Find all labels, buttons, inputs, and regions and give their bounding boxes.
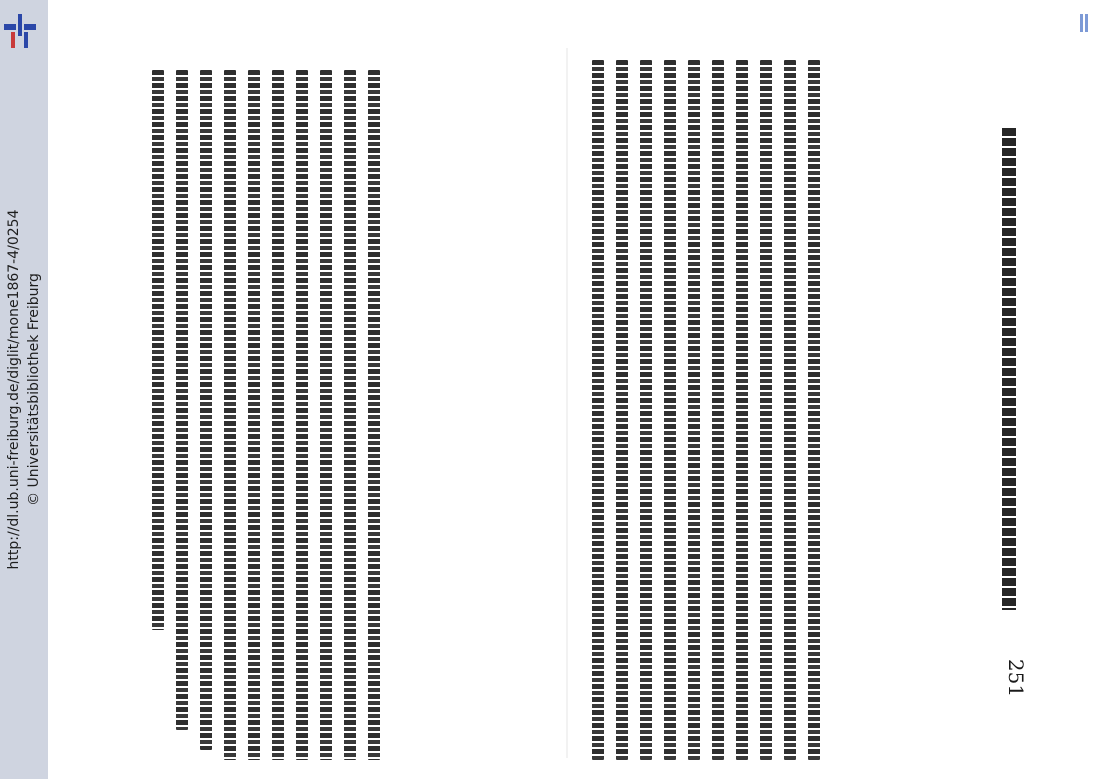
text-column-left-7 — [296, 70, 308, 760]
text-column-left-2 — [176, 70, 188, 730]
text-column-left-4 — [224, 70, 236, 760]
text-column-left-9 — [344, 70, 356, 760]
running-head — [1002, 128, 1016, 610]
viewer-sidebar — [0, 0, 48, 779]
text-column-right-9 — [784, 60, 796, 760]
copyright-notice: © Universitätsbibliothek Freiburg — [26, 273, 42, 506]
text-column-left-6 — [272, 70, 284, 760]
column-divider — [566, 48, 568, 758]
text-column-left-10 — [368, 70, 380, 760]
text-column-right-4 — [664, 60, 676, 760]
text-column-right-8 — [760, 60, 772, 760]
text-column-right-2 — [616, 60, 628, 760]
text-column-right-7 — [736, 60, 748, 760]
text-column-right-5 — [688, 60, 700, 760]
text-column-left-5 — [248, 70, 260, 760]
text-column-left-8 — [320, 70, 332, 760]
text-column-right-1 — [592, 60, 604, 760]
source-url[interactable]: http://dl.ub.uni-freiburg.de/diglit/mone1867-4/0254 — [6, 209, 22, 570]
text-column-left-3 — [200, 70, 212, 750]
text-column-right-3 — [640, 60, 652, 760]
text-column-right-10 — [808, 60, 820, 760]
page-marker-icon — [1079, 10, 1091, 36]
text-column-left-1 — [152, 70, 164, 630]
page-number: 251 — [1004, 658, 1028, 698]
text-column-right-6 — [712, 60, 724, 760]
source-caption — [2, 0, 46, 779]
